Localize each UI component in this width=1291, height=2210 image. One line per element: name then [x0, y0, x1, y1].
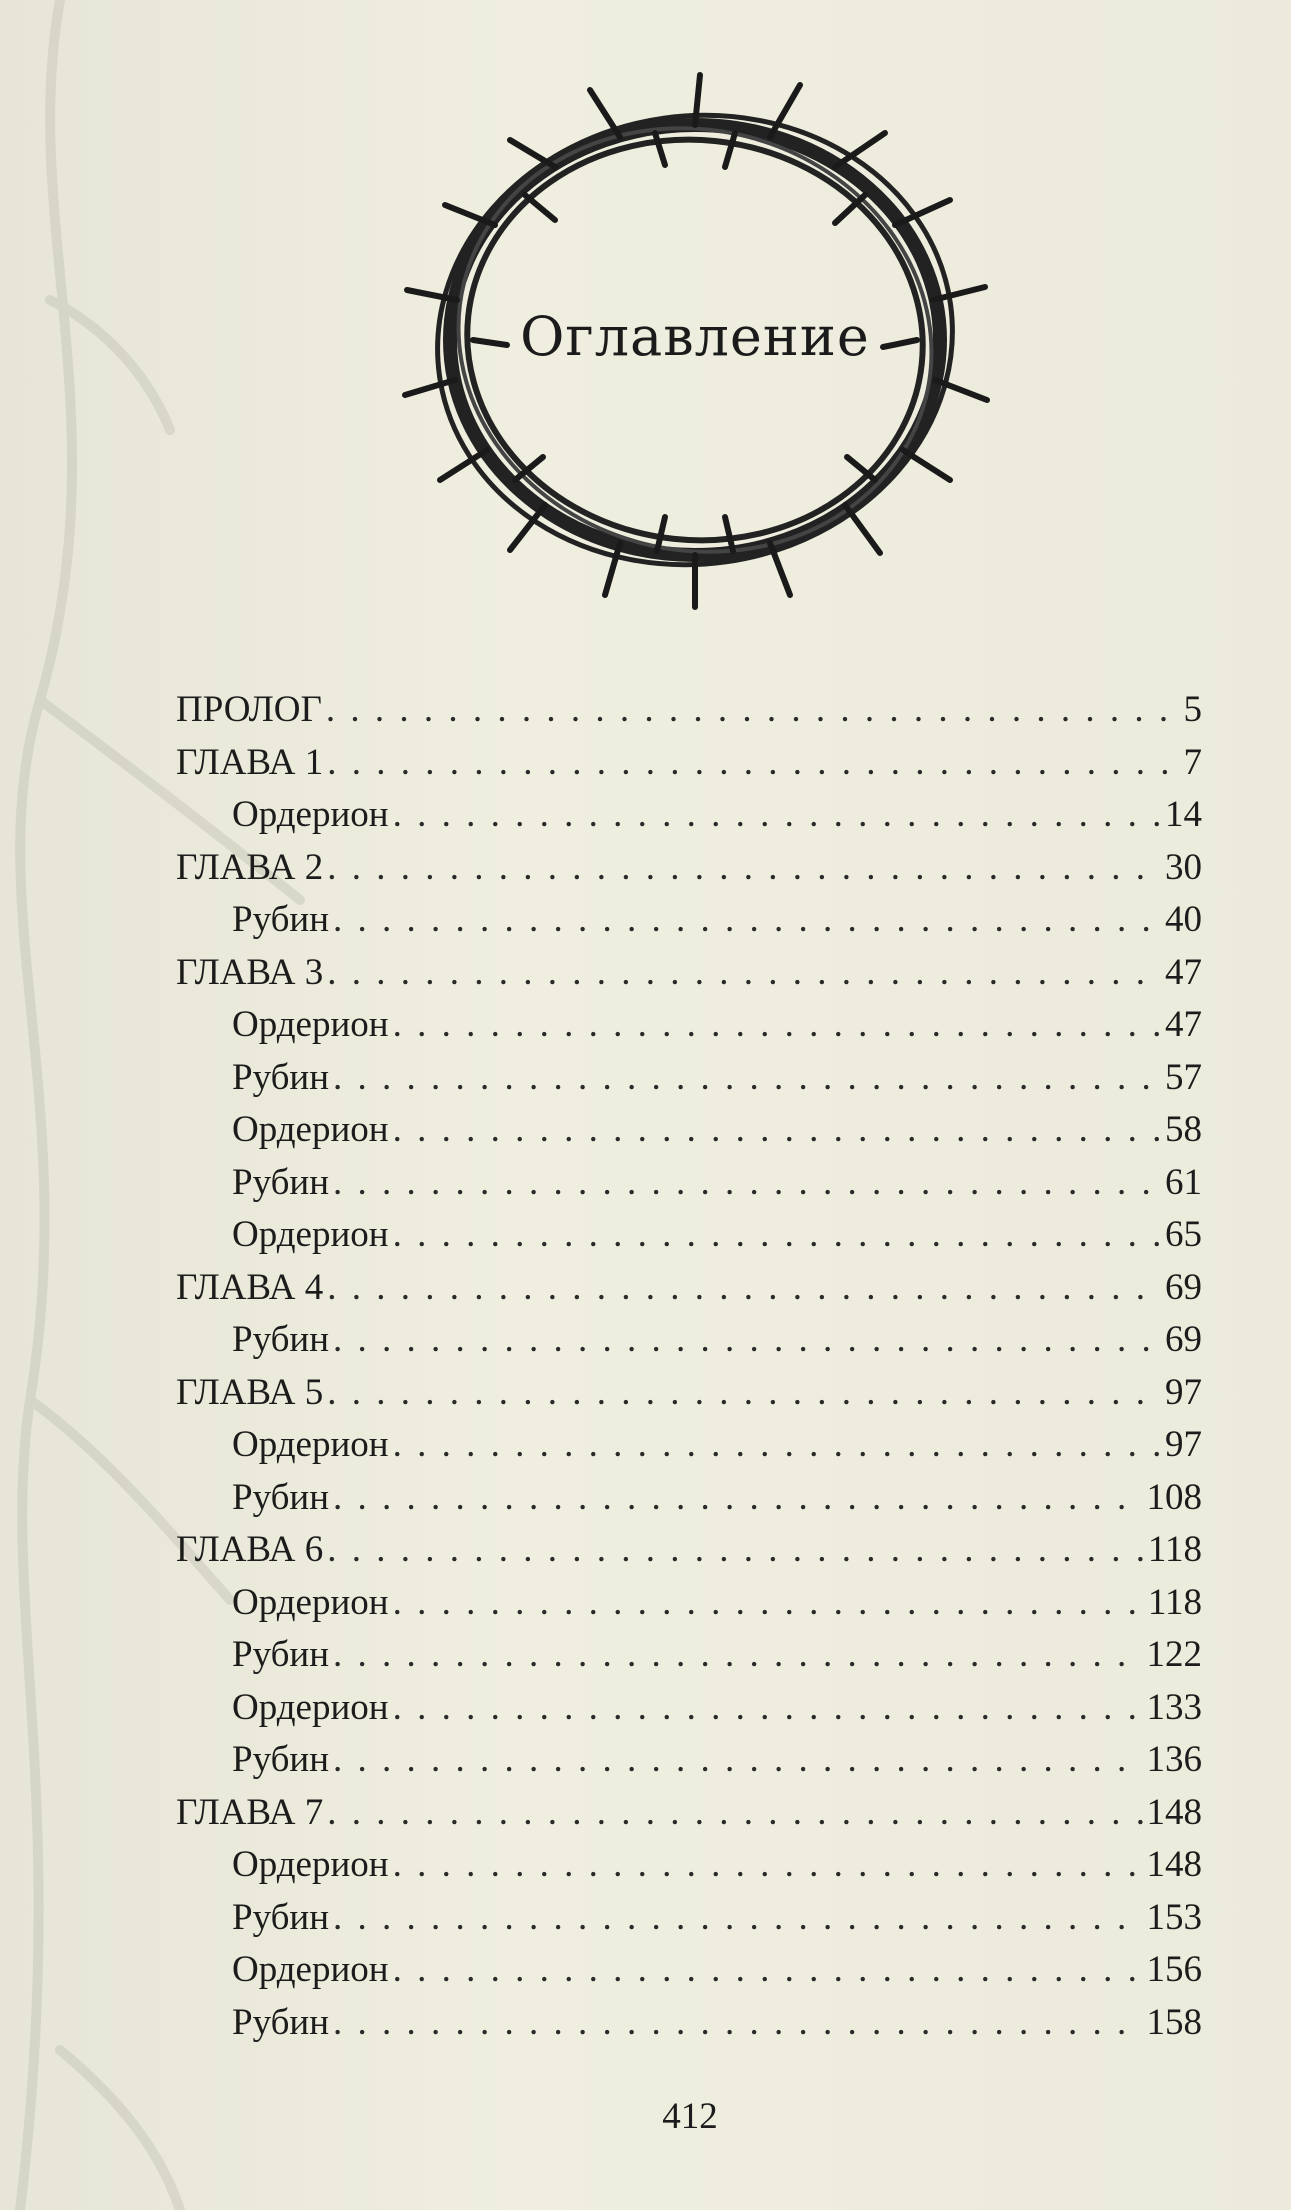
- toc-section-row[interactable]: [170, 1581, 1202, 1634]
- dot-leader: [393, 1423, 1161, 1466]
- toc-entry-label: Ордерион: [232, 1581, 389, 1623]
- page-title: Оглавление: [520, 305, 870, 368]
- toc-page-number: 97: [1165, 1424, 1202, 1465]
- dot-leader: [393, 1948, 1143, 1991]
- toc-page-number: 148: [1146, 1844, 1202, 1885]
- toc-chapter-row[interactable]: [170, 846, 1202, 899]
- toc-entry-label: Ордерион: [232, 1109, 389, 1150]
- toc-chapter-row[interactable]: [170, 951, 1202, 1004]
- toc-page-number: 7: [1183, 741, 1202, 783]
- dot-leader: [393, 1686, 1143, 1729]
- toc-page-number: 158: [1146, 2001, 1202, 2043]
- toc-section-row[interactable]: [170, 898, 1202, 951]
- toc-section-row[interactable]: [170, 1318, 1202, 1371]
- toc-entry-label: Ордерион: [232, 1949, 389, 1990]
- dot-leader: [333, 1318, 1161, 1361]
- toc-page-number: 40: [1165, 899, 1202, 940]
- dot-leader: [393, 1213, 1161, 1256]
- toc-chapter-row[interactable]: [170, 1266, 1202, 1319]
- toc-chapter-row[interactable]: [170, 1371, 1202, 1424]
- dot-leader: [393, 1843, 1143, 1886]
- toc-page-number: 30: [1165, 846, 1202, 888]
- toc-page-number: 14: [1165, 794, 1202, 835]
- dot-leader: [393, 1581, 1144, 1624]
- toc-entry-label: ПРОЛОГ: [176, 689, 322, 730]
- dot-leader: [393, 793, 1161, 836]
- dot-leader: [333, 1476, 1142, 1519]
- toc-entry-label: Рубин: [232, 2001, 330, 2043]
- toc-page-number: 136: [1146, 1739, 1202, 1780]
- dot-leader: [333, 2001, 1142, 2044]
- toc-entry-label: Ордерион: [232, 1004, 389, 1045]
- dot-leader: [333, 1161, 1161, 1204]
- dot-leader: [333, 1056, 1161, 1099]
- toc-section-row[interactable]: [170, 1896, 1202, 1949]
- toc-section-row[interactable]: [170, 1476, 1202, 1529]
- toc-page-number: 133: [1146, 1686, 1202, 1728]
- toc-page-number: 122: [1146, 1634, 1202, 1675]
- toc-section-row[interactable]: [170, 1948, 1202, 2001]
- dot-leader: [327, 741, 1179, 784]
- toc-entry-label: Рубин: [232, 1161, 330, 1203]
- toc-section-row[interactable]: [170, 2001, 1202, 2054]
- toc-section-row[interactable]: [170, 1423, 1202, 1476]
- toc-entry-label: Ордерион: [232, 794, 389, 835]
- toc-section-row[interactable]: [170, 1161, 1202, 1214]
- toc-page-number: 5: [1183, 689, 1202, 730]
- toc-section-row[interactable]: [170, 1213, 1202, 1266]
- dot-leader: [327, 846, 1161, 889]
- toc-section-row[interactable]: [170, 1056, 1202, 1109]
- toc-page-number: 153: [1146, 1896, 1202, 1938]
- dot-leader: [333, 1633, 1142, 1676]
- dot-leader: [333, 898, 1161, 941]
- toc-entry-label: Рубин: [232, 1896, 330, 1938]
- toc-page-number: 118: [1147, 1581, 1202, 1623]
- toc-page-number: 61: [1165, 1161, 1202, 1203]
- dot-leader: [393, 1108, 1161, 1151]
- dot-leader: [327, 1371, 1161, 1414]
- toc-entry-label: ГЛАВА 2: [176, 846, 324, 888]
- toc-page-number: 156: [1146, 1949, 1202, 1990]
- toc-chapter-row[interactable]: [170, 1528, 1202, 1581]
- toc-page-number: 69: [1165, 1319, 1202, 1360]
- toc-page-number: 69: [1165, 1266, 1202, 1308]
- toc-page-number: 57: [1165, 1056, 1202, 1098]
- toc-entry-label: Рубин: [232, 1056, 330, 1098]
- toc-entry-label: ГЛАВА 4: [176, 1266, 324, 1308]
- toc-section-row[interactable]: [170, 1633, 1202, 1686]
- toc-chapter-row[interactable]: [170, 741, 1202, 794]
- page-number: 412: [662, 2096, 718, 2137]
- toc-section-row[interactable]: [170, 1003, 1202, 1056]
- toc-entry-label: Ордерион: [232, 1424, 389, 1465]
- toc-entry-label: Ордерион: [232, 1844, 389, 1885]
- toc-section-row[interactable]: [170, 1686, 1202, 1739]
- toc-section-row[interactable]: [170, 1843, 1202, 1896]
- toc-section-row[interactable]: [170, 1738, 1202, 1791]
- toc-entry-label: ГЛАВА 5: [176, 1371, 324, 1413]
- dot-leader: [333, 1896, 1142, 1939]
- dot-leader: [327, 1528, 1144, 1571]
- toc-page-number: 148: [1146, 1791, 1202, 1833]
- toc-page-number: 47: [1165, 951, 1202, 993]
- toc-entry-label: Ордерион: [232, 1214, 389, 1255]
- toc-entry-label: Рубин: [232, 899, 330, 940]
- toc-entry-label: ГЛАВА 1: [176, 741, 324, 783]
- dot-leader: [327, 1791, 1142, 1834]
- dot-leader: [327, 951, 1161, 994]
- dot-leader: [333, 1738, 1142, 1781]
- toc-page-number: 58: [1165, 1109, 1202, 1150]
- toc-page-number: 97: [1165, 1371, 1202, 1413]
- toc-section-row[interactable]: [170, 1108, 1202, 1161]
- toc-entry-label: Ордерион: [232, 1686, 389, 1728]
- toc-entry-label: Рубин: [232, 1319, 330, 1360]
- toc-page-number: 118: [1147, 1529, 1202, 1570]
- toc-entry-label: ГЛАВА 7: [176, 1791, 324, 1833]
- table-of-contents: [170, 688, 1202, 2053]
- toc-chapter-row[interactable]: [170, 1791, 1202, 1844]
- toc-entry-label: Рубин: [232, 1739, 330, 1780]
- toc-section-row[interactable]: [170, 793, 1202, 846]
- toc-chapter-row[interactable]: [170, 688, 1202, 741]
- toc-page-number: 65: [1165, 1214, 1202, 1255]
- toc-entry-label: Рубин: [232, 1634, 330, 1675]
- dot-leader: [327, 1266, 1161, 1309]
- toc-page-number: 47: [1165, 1004, 1202, 1045]
- dot-leader: [326, 688, 1180, 731]
- toc-entry-label: ГЛАВА 6: [176, 1529, 324, 1570]
- dot-leader: [393, 1003, 1161, 1046]
- toc-page-number: 108: [1146, 1476, 1202, 1518]
- toc-entry-label: ГЛАВА 3: [176, 951, 324, 993]
- toc-entry-label: Рубин: [232, 1476, 330, 1518]
